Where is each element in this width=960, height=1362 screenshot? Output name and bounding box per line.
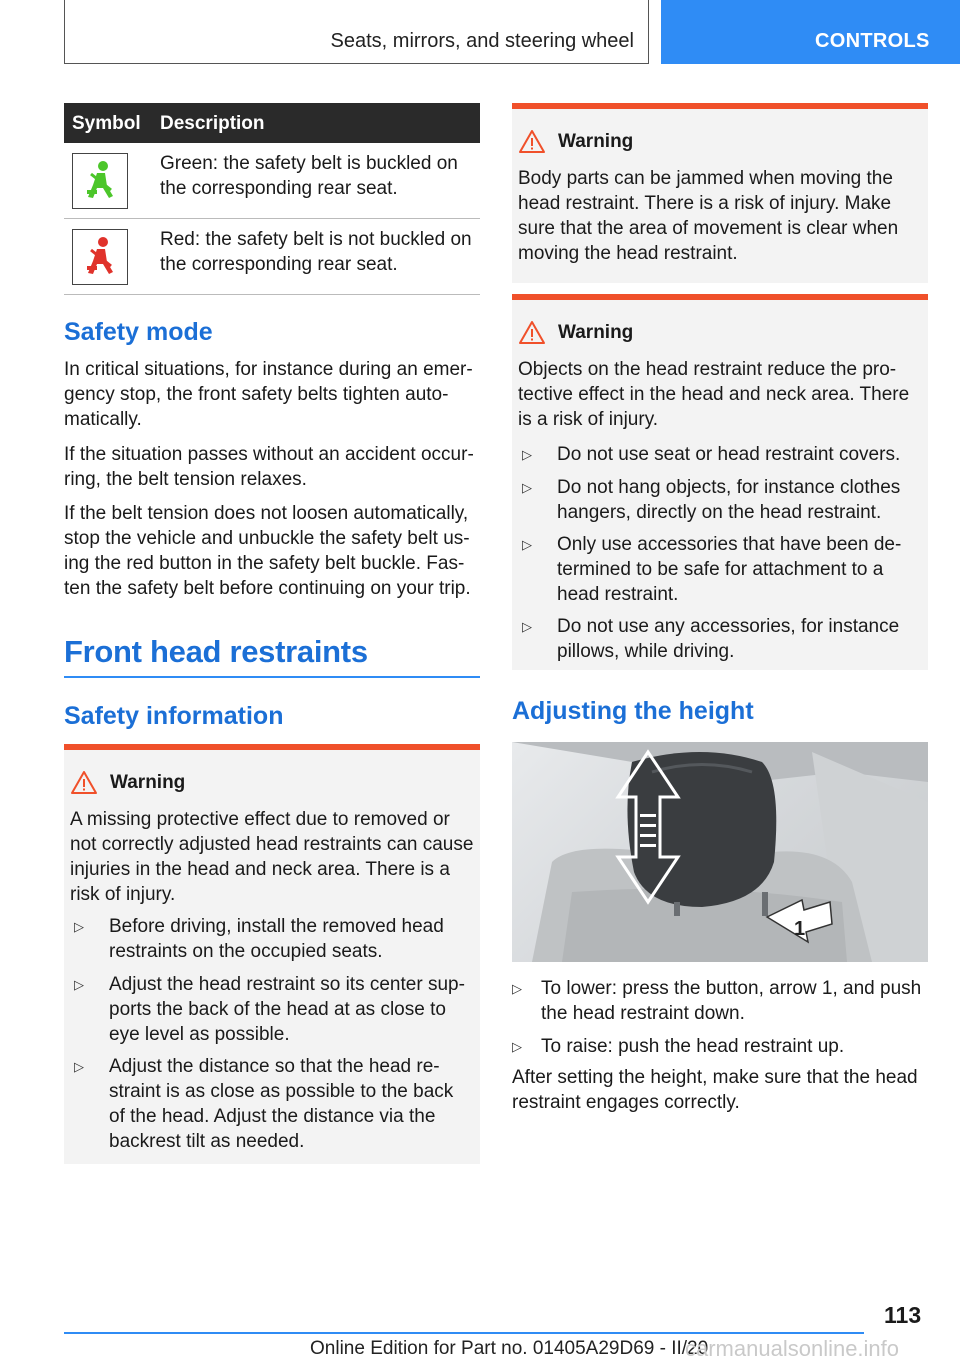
bullet-triangle-icon: ▷ — [74, 1059, 84, 1074]
header-section-box — [64, 0, 649, 64]
bullet-triangle-icon: ▷ — [512, 981, 522, 996]
list-item-text: Only use accessories that have been de‐ termined to be safe for attachment to a head restraint. — [557, 534, 902, 605]
page-number: 113 — [884, 1302, 922, 1328]
warning-body: Objects on the head restraint reduce the pro‐ tective effect in the head and neck area. There is a risk of injury. — [518, 359, 910, 430]
warning-triangle-icon — [518, 129, 546, 155]
table-col-symbol: Symbol — [72, 113, 141, 134]
heading-safety-information: Safety information — [64, 702, 284, 730]
safety-mode-paragraph-2: If the situation passes without an accident occur‐ ring, the belt tension relaxes. — [64, 444, 474, 490]
warning-triangle-icon — [518, 320, 546, 346]
watermark: carmanualsonline.info — [685, 1336, 900, 1361]
list-item-text: Do not use seat or head restraint covers. — [557, 444, 901, 465]
warning-triangle-icon — [70, 770, 98, 796]
bullet-triangle-icon: ▷ — [74, 919, 84, 934]
heading-adjusting-height: Adjusting the height — [512, 697, 754, 725]
table-col-description: Description — [160, 113, 265, 134]
list-item-text: Adjust the head restraint so its center sup‐ ports the back of the head at as close to eye level as possible. — [109, 974, 465, 1045]
bullet-triangle-icon: ▷ — [512, 1039, 522, 1054]
table-row-description: Red: the safety belt is not buckled on the corresponding rear seat. — [160, 229, 472, 275]
head-restraint-photo — [512, 742, 928, 962]
table-header — [64, 103, 480, 143]
warning-title-text: Warning — [110, 772, 186, 793]
warning-box — [512, 294, 928, 670]
safety-mode-paragraph-1: In critical situations, for instance during an emer‐ gency stop, the front safety belts tighten auto‐ matically. — [64, 359, 473, 430]
list-item-text: Adjust the distance so that the head re‐ straint is as close as possible to the back of the head. Adjust the distance via the backrest tilt as needed. — [109, 1056, 454, 1152]
footer-divider — [64, 1332, 864, 1334]
bullet-triangle-icon: ▷ — [522, 619, 532, 634]
heading-underline — [64, 676, 480, 678]
bullet-triangle-icon: ▷ — [522, 480, 532, 495]
table-row — [64, 219, 480, 295]
list-item-text: Do not hang objects, for instance clothes hangers, directly on the head restraint. — [557, 477, 901, 523]
warning-body: A missing protective effect due to removed or not correctly adjusted head restraints can cause injuries in the head and neck area. There is a risk of injury. — [70, 809, 474, 905]
header-tab-label: CONTROLS — [815, 30, 930, 52]
warning-title-text: Warning — [558, 322, 634, 343]
header-tab-controls[interactable] — [661, 0, 960, 64]
bullet-triangle-icon: ▷ — [522, 537, 532, 552]
table-row-description: Green: the safety belt is buckled on the corresponding rear seat. — [160, 153, 458, 199]
list-item-text: To lower: press the button, arrow 1, and push the head restraint down. — [541, 978, 922, 1024]
list-item-text: Before driving, install the removed head restraints on the occupied seats. — [109, 916, 444, 962]
photo-label-1: 1 — [794, 918, 806, 940]
heading-front-head-restraints: Front head restraints — [64, 634, 368, 669]
warning-box — [512, 103, 928, 283]
list-item-text: Do not use any accessories, for instance pillows, while driving. — [557, 616, 900, 662]
bullet-triangle-icon: ▷ — [74, 977, 84, 992]
warning-title-text: Warning — [558, 131, 634, 152]
list-item-text: To raise: push the head restraint up. — [541, 1036, 845, 1057]
warning-body: Body parts can be jammed when moving the head restraint. There is a risk of injury. Make sure that the area of movement is clear when moving the head restraint. — [518, 168, 899, 264]
heading-safety-mode: Safety mode — [64, 318, 213, 346]
symbol-table — [64, 103, 480, 295]
warning-box — [64, 744, 480, 1164]
seatbelt-green-icon — [72, 153, 128, 209]
adjusting-after-paragraph: After setting the height, make sure that the head restraint engages correctly. — [512, 1067, 918, 1113]
table-row — [64, 143, 480, 219]
seatbelt-red-icon — [72, 229, 128, 285]
safety-mode-paragraph-3: If the belt tension does not loosen automatically, stop the vehicle and unbuckle the safety belt us‐ ing the red button in the safety belt buckle. Fas‐ ten the safety belt before continuing on your trip. — [64, 503, 471, 599]
bullet-triangle-icon: ▷ — [522, 447, 532, 462]
footer-edition: Online Edition for Part no. 01405A29D69 - II/20 — [310, 1338, 709, 1359]
header-section-title: Seats, mirrors, and steering wheel — [330, 30, 634, 52]
